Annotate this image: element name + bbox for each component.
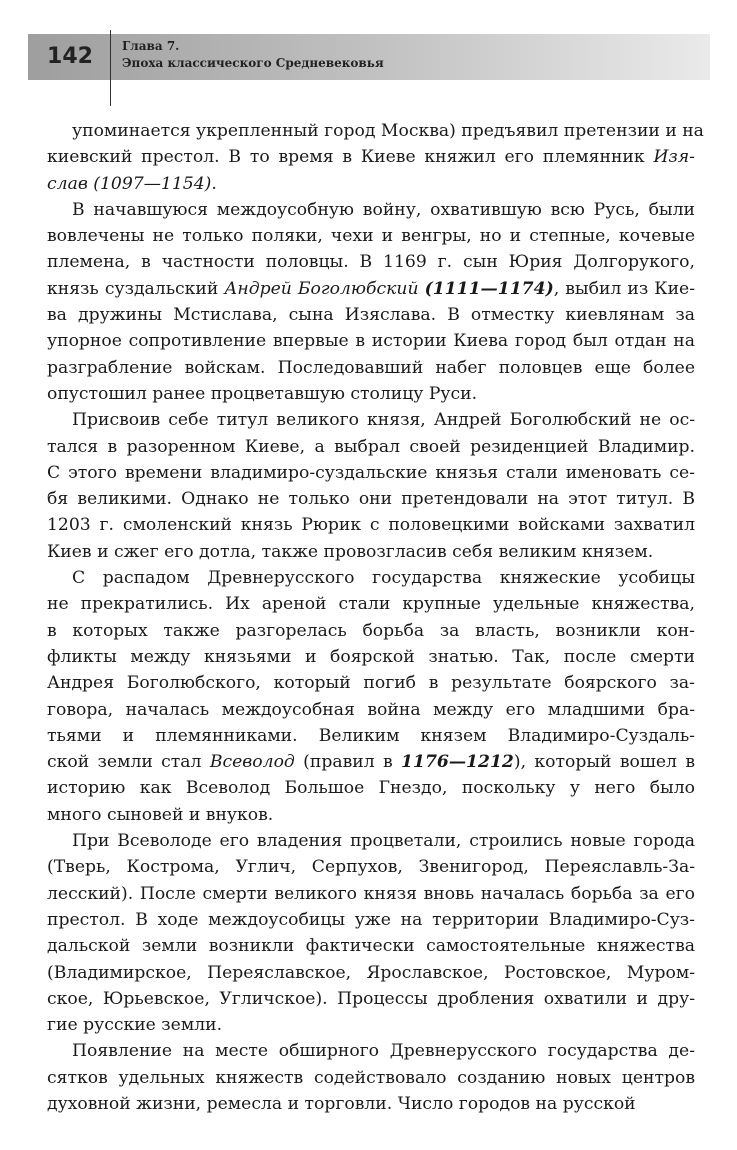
text-segment: (правил в <box>294 752 402 773</box>
text-line <box>47 986 695 1012</box>
text-line <box>47 197 695 223</box>
paragraph <box>47 1038 695 1117</box>
text-line <box>47 118 704 144</box>
text-line <box>47 565 695 591</box>
text-segment: Киев и сжег его дотла, также провозгласив себя великим князем. <box>47 541 654 562</box>
chapter-title: Эпоха классического Средневековья <box>122 56 384 70</box>
text-line <box>47 171 695 197</box>
text-line <box>47 749 695 775</box>
text-segment: Присвоив себе титул великого князя, Андрей Боголюбский не ос- <box>72 410 695 431</box>
text-line <box>47 1091 695 1117</box>
text-segment: С распадом Древнерусского государства княжеские усобицы <box>72 568 695 589</box>
text-line <box>47 223 695 249</box>
chapter-heading <box>122 38 682 72</box>
text-line <box>47 723 695 749</box>
text-line <box>47 276 695 302</box>
text-segment: престол. В ходе междоусобицы уже на территории Владимиро-Суз- <box>47 909 695 930</box>
text-line <box>47 302 695 328</box>
text-segment: (Тверь, Кострома, Углич, Серпухов, Звенигород, Переяславль-За- <box>47 857 695 878</box>
text-segment <box>401 752 514 772</box>
page-number: 142 <box>47 44 93 69</box>
text-segment: говора, началась междоусобная война между его младшими бра- <box>47 699 695 720</box>
text-segment: (Владимирское, Переяславское, Ярославское, Ростовское, Муром- <box>47 962 695 983</box>
chapter-label: Глава 7. <box>122 39 180 53</box>
text-segment: киевский престол. В то время в Киеве княжил его племянник <box>47 147 654 168</box>
text-segment: духовной жизни, ремесла и торговли. Число городов на русской <box>47 1093 636 1114</box>
emphasis: (1111—1174) <box>424 278 554 299</box>
text-line <box>47 1065 695 1091</box>
text-segment: упоминается укрепленный город Москва) предъявил претензии и на <box>72 121 704 141</box>
text-line <box>47 460 695 486</box>
text-segment: разграбление войскам. Последовавший набег половцев еще более <box>47 357 695 378</box>
text-line <box>47 407 695 433</box>
text-segment: При Всеволоде его владения процветали, строились новые города <box>72 831 695 852</box>
text-segment: . <box>211 173 217 194</box>
text-line <box>47 328 695 354</box>
header-divider <box>110 30 111 106</box>
text-segment: историю как Всеволод Большое Гнездо, поскольку у него было <box>47 778 695 799</box>
text-line <box>47 960 695 986</box>
text-segment: тался в разоренном Киеве, а выбрал своей резиденцией Владимир. <box>47 436 695 457</box>
text-line <box>47 881 695 907</box>
text-segment: ва дружины Мстислава, сына Изяслава. В отместку киевлянам за <box>47 305 695 326</box>
paragraph <box>47 197 695 407</box>
text-segment: дальской земли возникли фактически самостоятельные княжества <box>47 936 695 957</box>
text-segment: Появление на месте обширного Древнерусского государства де- <box>72 1041 695 1062</box>
text-line <box>47 486 695 512</box>
text-line <box>47 697 695 723</box>
text-segment: 1203 г. смоленский князь Рюрик с половецкими войсками захватил <box>47 515 695 536</box>
text-line <box>47 434 695 460</box>
text-line <box>47 591 695 617</box>
text-segment: тьями и племянниками. Великим князем Владимиро-Суздаль- <box>47 725 695 746</box>
text-line <box>47 828 695 854</box>
text-segment: ское, Юрьевское, Угличское). Процессы дробления охватили и дру- <box>47 988 695 1009</box>
text-segment: князь суздальский <box>47 278 225 299</box>
text-segment: фликты между князьями и боярской знатью. Так, после смерти <box>47 646 695 667</box>
text-segment: опустошил ранее процветавшую столицу Руси. <box>47 383 478 404</box>
text-line <box>47 381 695 407</box>
text-line <box>47 907 695 933</box>
text-line <box>47 933 695 959</box>
text-segment: ской земли стал <box>47 752 210 773</box>
text-line <box>47 539 695 565</box>
text-line <box>47 512 695 538</box>
text-segment: гие русские земли. <box>47 1015 223 1036</box>
emphasis: 1176—1212 <box>401 752 514 773</box>
text-segment: вовлечены не только поляки, чехи и венгры, но и степные, кочевые <box>47 226 695 247</box>
text-segment: бя великими. Однако не только они претендовали на этот титул. В <box>47 489 695 510</box>
text-segment <box>425 279 554 299</box>
paragraph <box>47 565 695 828</box>
text-line <box>47 1038 695 1064</box>
text-line <box>47 670 695 696</box>
text-segment: упорное сопротивление впервые в истории Киева город был отдан на <box>47 331 695 352</box>
text-line <box>47 854 695 880</box>
text-segment: в которых также разгорелась борьба за власть, возникли кон- <box>47 620 695 641</box>
text-segment: лесский). После смерти великого князя вновь началась борьба за его <box>47 883 695 904</box>
text-segment: ), который вошел в <box>513 752 696 773</box>
text-segment: племена, в частности половцы. В 1169 г. сын Юрия Долгорукого, <box>47 252 695 273</box>
text-line <box>47 144 695 170</box>
page-header <box>0 0 737 110</box>
body-text <box>47 118 704 1117</box>
text-segment: Изя- <box>653 147 695 168</box>
text-segment: много сыновей и внуков. <box>47 804 274 825</box>
text-line <box>47 618 695 644</box>
text-segment: не прекратились. Их ареной стали крупные удельные княжества, <box>47 594 695 615</box>
text-segment: В начавшуюся междоусобную войну, охватившую всю Русь, были <box>72 199 695 220</box>
text-segment: Всеволод <box>209 752 295 773</box>
text-line <box>47 1012 695 1038</box>
text-line <box>47 802 695 828</box>
text-line <box>47 249 695 275</box>
text-segment: сятков удельных княжеств содействовало созданию новых центров <box>47 1067 695 1088</box>
paragraph <box>47 828 695 1038</box>
text-line <box>47 355 695 381</box>
text-line <box>47 775 695 801</box>
paragraph <box>47 118 704 197</box>
text-segment: Андрея Боголюбского, который погиб в результате боярского за- <box>47 673 695 694</box>
text-segment: Андрей Боголюбский <box>224 278 419 299</box>
paragraph <box>47 407 695 565</box>
text-segment: , выбил из Кие- <box>553 278 695 299</box>
text-segment: слав (1097—1154) <box>47 173 212 194</box>
text-segment: С этого времени владимиро-суздальские князья стали именовать се- <box>47 462 695 483</box>
text-line <box>47 644 695 670</box>
